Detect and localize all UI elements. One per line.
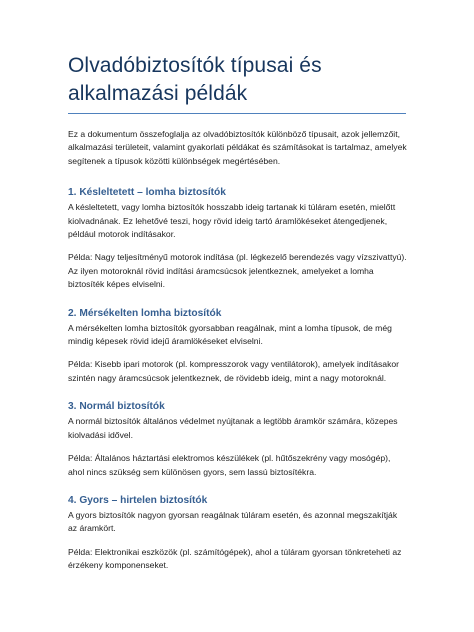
intro-paragraph: Ez a dokumentum összefoglalja az olvadóbiztosítók különböző típusait, azok jellemzőit, alkalmazási területeit, valamint gyakorlati példákat és számításokat is tartalmaz, amelyek segítenek a típusok közötti különbségek megértésében. [68,129,407,166]
title-underline [68,113,406,114]
section-heading: 3. Normál biztosítók [68,401,165,413]
section-normal-fuses [68,400,408,479]
section-example: Példa: Elektronikai eszközök (pl. számítógépek), ahol a túláram gyorsan tönkreteheti az érzékeny komponenseket. [68,546,402,571]
section-description: A mérsékelten lomha biztosítók gyorsabban reagálnak, mint a lomha típusok, de még mindig képesek rövid idejű áramlökéseket elviselni. [68,322,392,347]
section-description: A gyors biztosítók nagyon gyorsan reagálnak túláram esetén, és azonnal megszakítják az áramkört. [68,509,398,534]
section-fast-fuses [68,494,408,573]
document-title: Olvadóbiztosítók típusai és alkalmazási példák [68,54,322,105]
section-delayed-fuses [68,186,408,291]
section-description: A normál biztosítók általános védelmet nyújtanak a legtöbb áramkör számára, közepes kiolvadási idővel. [68,416,398,440]
section-description: A késleltetett, vagy lomha biztosítók hosszabb ideig tartanak ki túláram esetén, mielőtt kiolvadnának. Ez lehetővé teszi, hogy rövid ideig tartó áramlökéseket átengedjenek, például motorok indításakor. [68,202,396,240]
section-example: Példa: Általános háztartási elektromos készülékek (pl. hűtőszekrény vagy mosógép), ahol nincs szükség sem különösen gyors, sem lassú biztosítékra. [68,453,391,477]
section-example: Példa: Nagy teljesítményű motorok indítása (pl. légkezelő berendezés vagy vízszivattyú). Az ilyen motoroknál rövid indítási áramcsúcsok jelentkeznek, amelyeket a lomha biztosíték képes elviselni. [68,252,407,290]
section-heading: 2. Mérsékelten lomha biztosítók [68,307,222,319]
section-example: Példa: Kisebb ipari motorok (pl. kompresszorok vagy ventilátorok), amelyek indításakor szintén nagy áramcsúcsok jelentkeznek, de rövidebb ideig, mint a nagy motoroknál. [68,359,400,383]
section-heading: 1. Késleltetett – lomha biztosítók [68,187,226,199]
section-heading: 4. Gyors – hirtelen biztosítók [68,494,208,506]
document-body [68,52,408,573]
section-medium-delay-fuses [68,307,408,386]
